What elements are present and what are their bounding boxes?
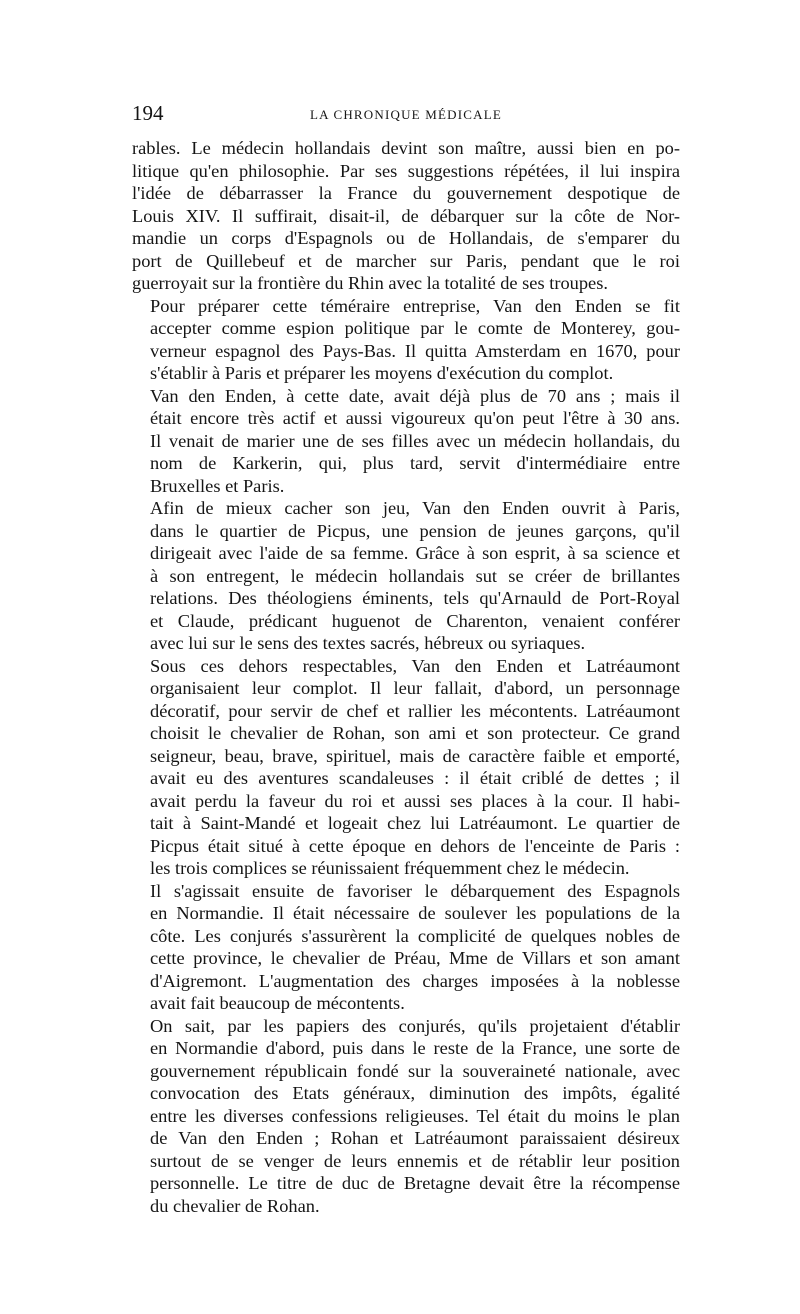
body-text — [132, 137, 680, 1217]
text-line: accepter comme espion politique par le comte de Monterey, gou- — [150, 318, 680, 338]
paragraph — [132, 385, 680, 498]
text-line: Pour préparer cette téméraire entreprise, Van den Enden se fit — [150, 295, 680, 316]
text-line: entre les diverses confessions religieuses. Tel était du moins le plan — [150, 1105, 680, 1126]
page-header — [132, 101, 680, 131]
text-line: Il s'agissait ensuite de favoriser le débarquement des Espagnols — [150, 880, 680, 901]
text-line: côte. Les conjurés s'assurèrent la complicité de quelques nobles de — [150, 925, 680, 946]
text-line: seigneur, beau, brave, spirituel, mais de caractère faible et emporté, — [150, 745, 680, 766]
text-line: Van den Enden, à cette date, avait déjà plus de 70 ans ; mais il — [150, 385, 680, 406]
text-line: dirigeait avec l'aide de sa femme. Grâce à son esprit, à sa science et — [150, 543, 680, 563]
paragraph — [132, 880, 680, 1015]
text-line: personnelle. Le titre de duc de Bretagne devait être la récompense — [150, 1173, 680, 1193]
text-line: du chevalier de Rohan. — [150, 1195, 320, 1216]
text-line: relations. Des théologiens éminents, tels qu'Arnauld de Port-Royal — [150, 588, 680, 608]
text-line: mandie un corps d'Espagnols ou de Hollandais, de s'emparer du — [132, 228, 680, 248]
paragraph — [132, 1015, 680, 1218]
text-line: Afin de mieux cacher son jeu, Van den Enden ouvrit à Paris, — [150, 498, 680, 518]
text-line: Picpus était situé à cette époque en dehors de l'enceinte de Paris : — [150, 835, 680, 856]
text-line: Il venait de marier une de ses filles avec un médecin hollandais, du — [150, 430, 680, 451]
text-line: nom de Karkerin, qui, plus tard, servit d'intermédiaire entre — [150, 453, 680, 473]
text-line: et Claude, prédicant huguenot de Charenton, venaient conférer — [150, 610, 680, 631]
text-line: s'établir à Paris et préparer les moyens d'exécution du complot. — [150, 363, 614, 383]
text-line: de Van den Enden ; Rohan et Latréaumont paraissaient désireux — [150, 1128, 680, 1148]
text-line: rables. Le médecin hollandais devint son maître, aussi bien en po- — [132, 138, 680, 158]
page-number: 194 — [132, 101, 164, 125]
paragraph — [132, 295, 680, 385]
text-line: en Normandie d'abord, puis dans le reste de la France, une sorte de — [150, 1038, 680, 1058]
text-line: tait à Saint-Mandé et logeait chez lui Latréaumont. Le quartier de — [150, 813, 680, 833]
text-line: d'Aigremont. L'augmentation des charges imposées à la noblesse — [150, 970, 680, 991]
paragraph — [132, 497, 680, 655]
text-line: gouvernement républicain fondé sur la souveraineté nationale, avec — [150, 1060, 680, 1081]
text-line: guerroyait sur la frontière du Rhin avec la totalité de ses troupes. — [132, 273, 608, 293]
text-line: était encore très actif et aussi vigoureux qu'on peut l'être à 30 ans. — [150, 408, 680, 428]
paragraph — [132, 655, 680, 880]
text-line: cette province, le chevalier de Préau, Mme de Villars et son amant — [150, 948, 680, 968]
running-title: LA CHRONIQUE MÉDICALE — [309, 107, 503, 122]
text-line: Sous ces dehors respectables, Van den Enden et Latréaumont — [150, 655, 680, 676]
text-line: verneur espagnol des Pays-Bas. Il quitta Amsterdam en 1670, pour — [150, 340, 680, 361]
text-line: litique qu'en philosophie. Par ses suggestions répétées, il lui inspira — [132, 160, 680, 181]
text-line: On sait, par les papiers des conjurés, qu'ils projetaient d'établir — [150, 1015, 680, 1036]
text-line: organisaient leur complot. Il leur fallait, d'abord, un personnage — [150, 678, 680, 698]
text-line: avec lui sur le sens des textes sacrés, hébreux ou syriaques. — [150, 633, 586, 653]
text-line: port de Quillebeuf et de marcher sur Paris, pendant que le roi — [132, 250, 680, 271]
paragraph — [132, 137, 680, 295]
text-line: en Normandie. Il était nécessaire de soulever les populations de la — [150, 903, 680, 923]
text-line: l'idée de débarrasser la France du gouvernement despotique de — [132, 183, 680, 203]
text-line: avait fait beaucoup de mécontents. — [150, 993, 405, 1013]
text-line: à son entregent, le médecin hollandais sut se créer de brillantes — [150, 565, 680, 586]
text-line: dans le quartier de Picpus, une pension de jeunes garçons, qu'il — [150, 520, 680, 541]
text-line: avait perdu la faveur du roi et aussi ses places à la cour. Il habi- — [150, 790, 680, 811]
text-line: choisit le chevalier de Rohan, son ami et son protecteur. Ce grand — [150, 723, 680, 743]
text-line: Louis XIV. Il suffirait, disait-il, de débarquer sur la côte de Nor- — [132, 205, 680, 226]
text-line: décoratif, pour servir de chef et rallier les mécontents. Latréaumont — [150, 700, 680, 721]
text-line: Bruxelles et Paris. — [150, 475, 285, 496]
text-line: avait eu des aventures scandaleuses : il était criblé de dettes ; il — [150, 768, 680, 788]
text-line: convocation des Etats généraux, diminution des impôts, égalité — [150, 1083, 680, 1103]
text-line: surtout de se venger de leurs ennemis et de rétablir leur position — [150, 1150, 680, 1171]
text-line: les trois complices se réunissaient fréquemment chez le médecin. — [150, 858, 630, 878]
